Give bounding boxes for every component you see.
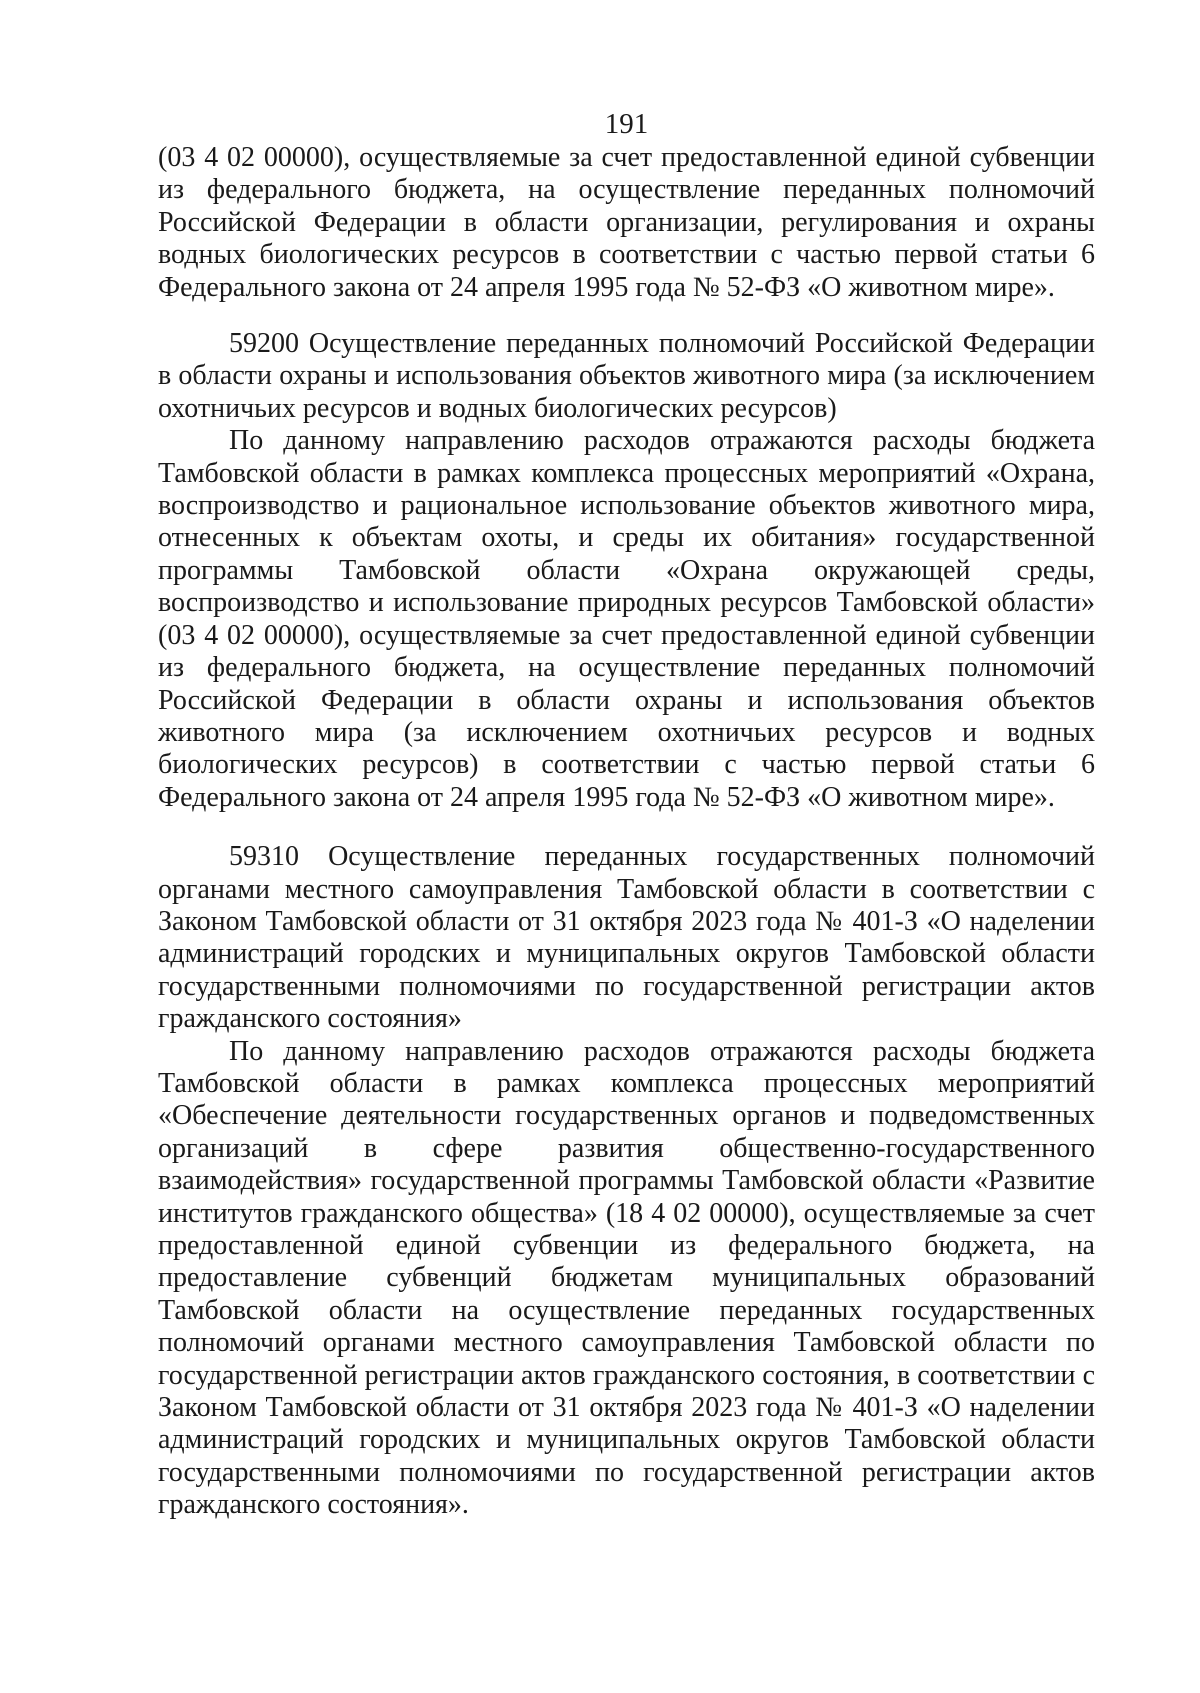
paragraph-59310-description: По данному направлению расходов отражаются расходы бюджета Тамбовской области в рамках комплекса процессных мероприятий «Обеспечение деятельности государственных органов и подведомственных организаций в сфере развития общественно-государственного взаимодействия» государственной программы Тамбовской области «Развитие институтов гражданского общества» (18 4 02 00000), осуществляемые за счет предоставленной единой субвенции из федерального бюджета, на предоставление субвенций бюджетам муниципальных образований Тамбовской области на осуществление переданных государственных полномочий органами местного самоуправления Тамбовской области по государственной регистрации актов гражданского состояния, в соответствии с Законом Тамбовской области от 31 октября 2023 года № 401-З «О наделении администраций городских и муниципальных округов Тамбовской области государственными полномочиями по государственной регистрации актов гражданского состояния».: [158, 1035, 1095, 1521]
paragraph-continuation: (03 4 02 00000), осуществляемые за счет предоставленной единой субвенции из федерального бюджета, на осуществление переданных полномочий Российской Федерации в области организации, регулирования и охраны водных биологических ресурсов в соответствии с частью первой статьи 6 Федерального закона от 24 апреля 1995 года № 52-ФЗ «О животном мире».: [158, 142, 1095, 303]
section-heading-59310: 59310 Осуществление переданных государственных полномочий органами местного самоуправления Тамбовской области в соответствии с Законом Тамбовской области от 31 октября 2023 года № 401-З «О наделении администраций городских и муниципальных округов Тамбовской области государственными полномочиями по государственной регистрации актов гражданского состояния»: [158, 841, 1095, 1035]
section-heading-59200: 59200 Осуществление переданных полномочий Российской Федерации в области охраны и использования объектов животного мира (за исключением охотничьих ресурсов и водных биологических ресурсов): [158, 328, 1095, 424]
page-number: 191: [604, 108, 649, 140]
paragraph-59200-description: По данному направлению расходов отражаются расходы бюджета Тамбовской области в рамках комплекса процессных мероприятий «Охрана, воспроизводство и рациональное использование объектов животного мира, отнесенных к объектам охоты, и среды их обитания» государственной программы Тамбовской области «Охрана окружающей среды, воспроизводство и использование природных ресурсов Тамбовской области» (03 4 02 00000), осуществляемые за счет предоставленной единой субвенции из федерального бюджета, на осуществление переданных полномочий Российской Федерации в области охраны и использования объектов животного мира (за исключением охотничьих ресурсов и водных биологических ресурсов) в соответствии с частью первой статьи 6 Федерального закона от 24 апреля 1995 года № 52-ФЗ «О животном мире».: [158, 425, 1095, 813]
document-page: [158, 108, 1095, 1522]
